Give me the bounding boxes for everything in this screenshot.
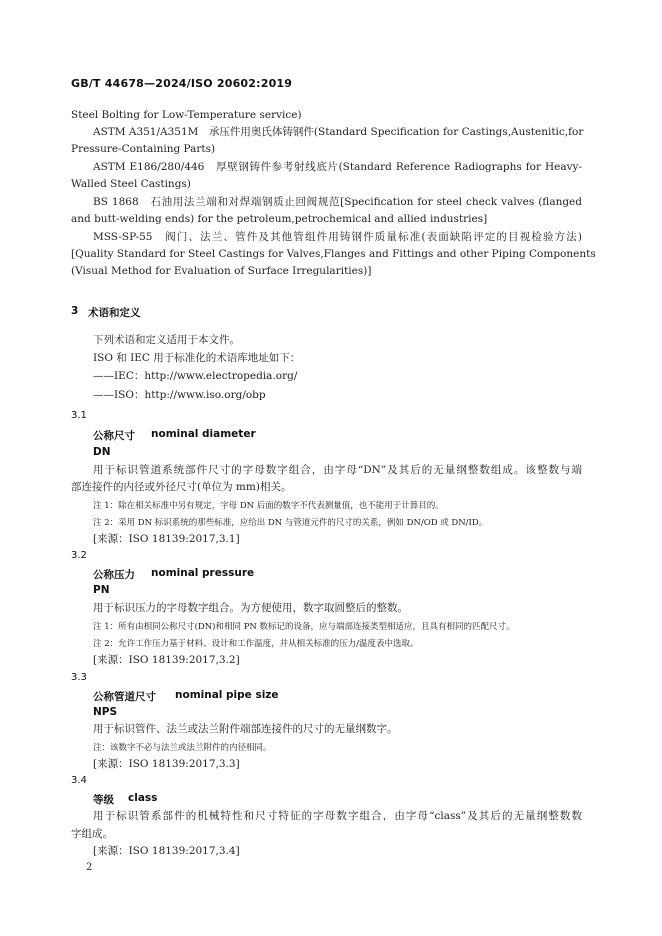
term-title-en: nominal pressure <box>151 567 255 579</box>
definition-line: 字组成。 <box>71 828 113 840</box>
ref-mss-sp-55-cont <box>71 248 596 261</box>
definition-line: 用于标识管系部件的机械特性和尺寸特征的字母数字组合，由字母“class”及其后的无量纲整数数 <box>93 810 582 822</box>
ref-text-line: Pressure-Containing Parts) <box>71 143 216 155</box>
term-definition: 用于标识管件、法兰或法兰附件端部连接件的尺寸的无量纲数字。 <box>93 723 398 735</box>
term-title-en: class <box>128 792 158 804</box>
iso-link[interactable]: ——ISO：http://www.iso.org/obp <box>93 389 266 401</box>
section-intro: ISO 和 IEC 用于标准化的术语库地址如下： <box>93 352 301 364</box>
ref-astm-a351 <box>93 126 582 139</box>
page-number: 2 <box>86 862 93 873</box>
ref-text-line: BS 1868 石油用法兰端和对焊端钢质止回阀规范[Specification for steel check valves (flanged <box>93 196 582 208</box>
term-title-zh: 公称管道尺寸 <box>93 691 156 703</box>
term-definition: 用于标识压力的字母数字组合。为方便使用，数字取圆整后的整数。 <box>93 602 408 614</box>
ref-text-line: Walled Steel Castings) <box>71 178 191 190</box>
ref-bs-1868 <box>93 196 582 209</box>
term-definition <box>93 464 582 477</box>
iec-link[interactable]: ——IEC：http://www.electropedia.org/ <box>93 370 298 382</box>
term-note: 注 2：允许工作压力基于材料、设计和工作温度，并从相关标准的压力/温度表中选取。 <box>93 639 419 649</box>
term-number: 3.1 <box>71 410 87 421</box>
term-title-zh: 公称尺寸 <box>93 430 135 442</box>
document-code-header: GB/T 44678—2024/ISO 20602:2019 <box>71 77 293 90</box>
ref-text-line: (Visual Method for Evaluation of Surface Irregularities)] <box>71 265 372 277</box>
term-source: [来源：ISO 18139:2017,3.2] <box>93 654 240 666</box>
term-note: 注 1：所有由相同公称尺寸(DN)和相同 PN 数标记的设备，应与端部连接类型相适应，且具有相同的匹配尺寸。 <box>93 622 515 632</box>
definition-line: 部连接件的内径或外径尺寸(单位为 mm)相关。 <box>71 481 292 493</box>
term-abbreviation: PN <box>93 584 110 596</box>
section-intro: 下列术语和定义适用于本文件。 <box>93 334 240 346</box>
term-note: 注：该数字不必与法兰或法兰附件的内径相同。 <box>93 743 272 753</box>
term-source: [来源：ISO 18139:2017,3.3] <box>93 758 240 770</box>
ref-text-line: and butt-welding ends) for the petroleum,petrochemical and allied industries] <box>71 213 488 225</box>
definition-line: 用于标识管道系统部件尺寸的字母数字组合，由字母“DN”及其后的无量纲整数组成。该整数与端 <box>93 464 582 476</box>
term-title-en: nominal pipe size <box>175 689 279 701</box>
ref-mss-sp-55 <box>93 231 582 244</box>
section-number: 3 <box>71 305 79 317</box>
term-source: [来源：ISO 18139:2017,3.4] <box>93 845 240 857</box>
term-abbreviation: NPS <box>93 706 118 718</box>
ref-text-line: ASTM E186/280/446 厚壁钢铸件参考射线底片(Standard Reference Radiographs for Heavy- <box>93 161 582 173</box>
term-abbreviation: DN <box>93 446 111 458</box>
term-note: 注 1：除在相关标准中另有规定，字母 DN 后面的数字不代表测量值，也不能用于计算目的。 <box>93 501 444 511</box>
term-number: 3.4 <box>71 775 87 786</box>
term-title-zh: 公称压力 <box>93 569 135 581</box>
term-source: [来源：ISO 18139:2017,3.1] <box>93 533 240 545</box>
ref-text-line: Steel Bolting for Low-Temperature service) <box>71 109 302 121</box>
ref-text-line: ASTM A351/A351M 承压件用奥氏体铸钢件(Standard Specification for Castings,Austenitic,for <box>93 126 584 138</box>
ref-text-line: MSS-SP-55 阀门、法兰、管件及其他管组件用铸钢件质量标准(表面缺陷评定的目视检验方法) <box>93 231 582 243</box>
term-definition <box>93 810 582 823</box>
ref-astm-e186 <box>93 161 582 174</box>
section-title: 术语和定义 <box>88 307 141 319</box>
term-title-en: nominal diameter <box>151 428 256 440</box>
term-number: 3.2 <box>71 550 87 561</box>
term-title-zh: 等级 <box>93 794 114 806</box>
term-number: 3.3 <box>71 672 87 683</box>
ref-text-line: [Quality Standard for Steel Castings for Valves,Flanges and Fittings and other Piping Components <box>71 248 596 260</box>
term-note: 注 2：采用 DN 标识系统的那些标准，应给出 DN 与管道元件的尺寸的关系，例如 DN/OD 或 DN/ID。 <box>93 518 488 528</box>
